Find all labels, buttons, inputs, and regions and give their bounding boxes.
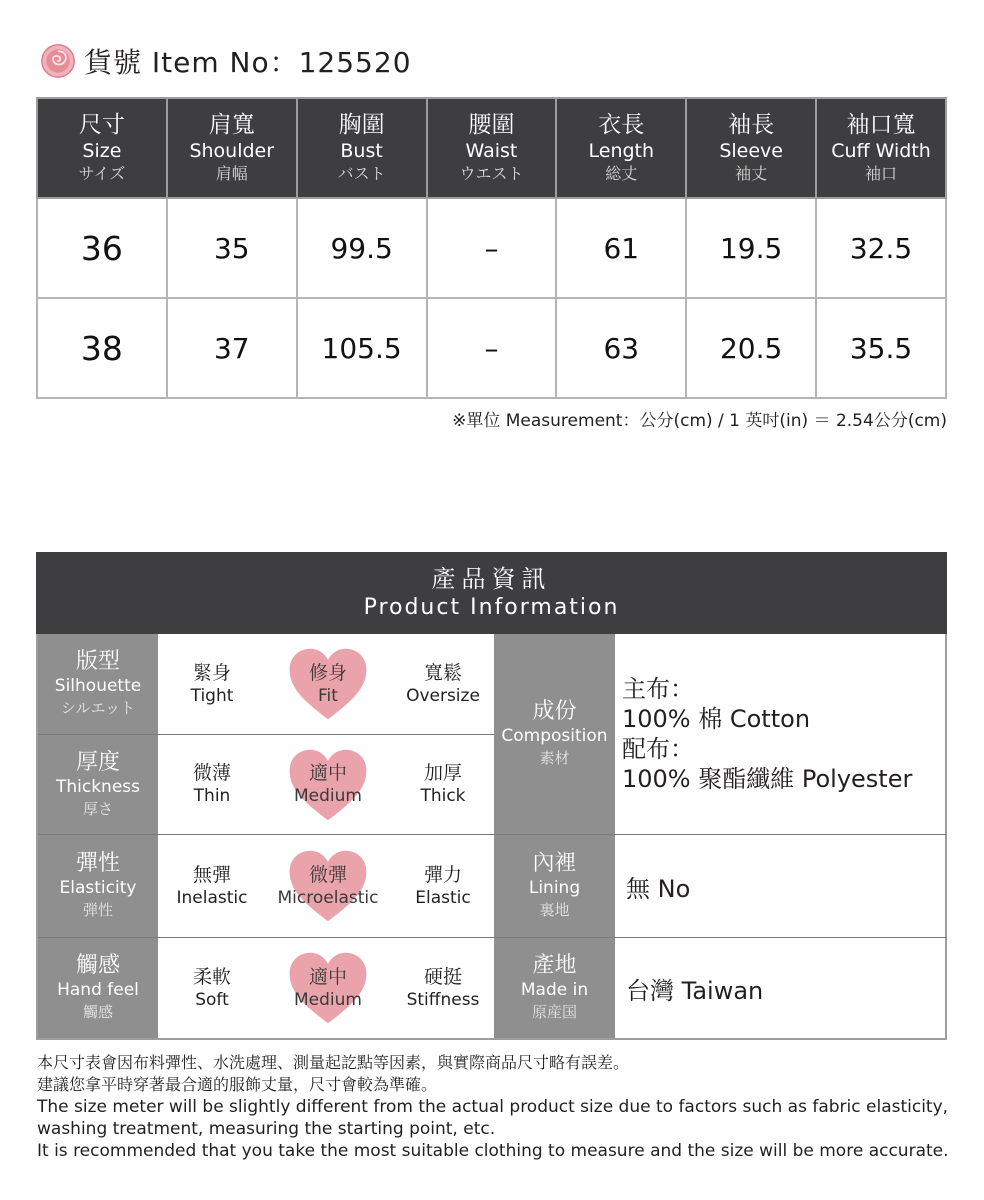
thickness-label: 厚度 Thickness 厚さ	[38, 735, 158, 834]
table-cell: 38	[37, 298, 167, 398]
option-fit-selected: 修身 Fit	[264, 634, 392, 734]
origin-value-text: 台灣 Taiwan	[626, 976, 764, 1005]
item-header	[40, 40, 412, 82]
disclaimer-line: 本尺寸表會因布料彈性、水洗處理、測量起訖點等因素，與實際商品尺寸略有誤差。	[37, 1053, 630, 1072]
composition-line: 配布：	[622, 735, 694, 763]
composition-label: 成份 Composition 素材	[494, 634, 615, 834]
option-medium-selected: 適中 Medium	[264, 735, 392, 834]
disclaimer-line: It is recommended that you take the most suitable clothing to measure and the size will be more accurate.	[37, 1141, 949, 1161]
lining-value	[626, 835, 942, 937]
option-soft: 柔軟 Soft	[192, 965, 231, 1010]
option-elastic: 彈力 Elastic	[415, 863, 471, 908]
option-thick: 加厚 Thick	[420, 762, 466, 806]
silhouette-scale	[160, 634, 494, 734]
item-number: 貨號 Item No：125520	[84, 46, 412, 79]
size-table	[36, 97, 947, 399]
elasticity-label: 彈性 Elasticity 弾性	[38, 835, 158, 937]
size-table-header	[37, 98, 946, 198]
table-cell: 20.5	[686, 298, 816, 398]
option-stiffness: 硬挺 Stiffness	[406, 965, 480, 1010]
origin-value	[626, 938, 942, 1038]
product-info-title-zh: 產品資訊	[431, 565, 552, 593]
disclaimer-line: washing treatment, measuring the starting point, etc.	[37, 1119, 496, 1139]
origin-label: 產地 Made in 原産国	[494, 938, 615, 1038]
disclaimer-line: The size meter will be slightly different from the actual product size due to factors such as fabric elasticity,	[37, 1097, 949, 1117]
table-cell: 63	[556, 298, 686, 398]
column-header-length: 衣長 Length 総丈	[556, 98, 686, 198]
table-cell: 36	[37, 198, 167, 298]
option-tight: 緊身 Tight	[190, 661, 234, 706]
rose-icon	[40, 43, 76, 79]
table-cell: –	[427, 298, 557, 398]
table-cell: 35.5	[816, 298, 946, 398]
silhouette-label: 版型 Silhouette シルエット	[38, 634, 158, 734]
product-info-body	[36, 634, 947, 1040]
column-header-shoulder: 肩寬 Shoulder 肩幅	[167, 98, 297, 198]
hand-feel-label: 觸感 Hand feel 觸感	[38, 938, 158, 1038]
table-cell: 35	[167, 198, 297, 298]
product-info-title	[36, 552, 947, 634]
disclaimer-line: 建議您拿平時穿著最合適的服飾丈量，尺寸會較為準確。	[37, 1075, 438, 1094]
option-microelastic-selected: 微彈 Microelastic	[264, 835, 392, 937]
table-cell: 99.5	[297, 198, 427, 298]
table-row	[37, 298, 946, 398]
column-header-bust: 胸圍 Bust バスト	[297, 98, 427, 198]
table-cell: 105.5	[297, 298, 427, 398]
option-medium-selected: 適中 Medium	[264, 938, 392, 1038]
column-header-cuff-width: 袖口寬 Cuff Width 袖口	[816, 98, 946, 198]
thickness-scale	[160, 735, 494, 834]
elasticity-scale	[160, 835, 494, 937]
measurement-unit-note: ※單位 Measurement：公分(cm) / 1 英吋(in) ＝ 2.54公分(cm)	[452, 411, 947, 431]
table-cell: 37	[167, 298, 297, 398]
composition-line: 100% 聚酯纖維 Polyester	[622, 765, 913, 793]
option-thin: 微薄 Thin	[192, 762, 231, 806]
table-cell: 61	[556, 198, 686, 298]
size-disclaimer	[37, 1052, 949, 1162]
column-header-sleeve: 袖長 Sleeve 袖丈	[686, 98, 816, 198]
option-oversize: 寬鬆 Oversize	[406, 661, 480, 706]
column-header-waist: 腰圍 Waist ウエスト	[427, 98, 557, 198]
table-cell: –	[427, 198, 557, 298]
product-info-title-en: Product Information	[363, 595, 620, 620]
lining-value-text: 無 No	[626, 874, 691, 903]
option-inelastic: 無彈 Inelastic	[176, 863, 248, 908]
composition-value	[622, 634, 942, 834]
hand-feel-scale	[160, 938, 494, 1038]
table-row	[37, 198, 946, 298]
table-cell: 32.5	[816, 198, 946, 298]
table-cell: 19.5	[686, 198, 816, 298]
lining-label: 內裡 Lining 裏地	[494, 835, 615, 937]
product-info	[36, 552, 947, 1040]
composition-line: 100% 棉 Cotton	[622, 705, 811, 733]
composition-line: 主布：	[622, 675, 694, 703]
column-header-size: 尺寸 Size サイズ	[37, 98, 167, 198]
